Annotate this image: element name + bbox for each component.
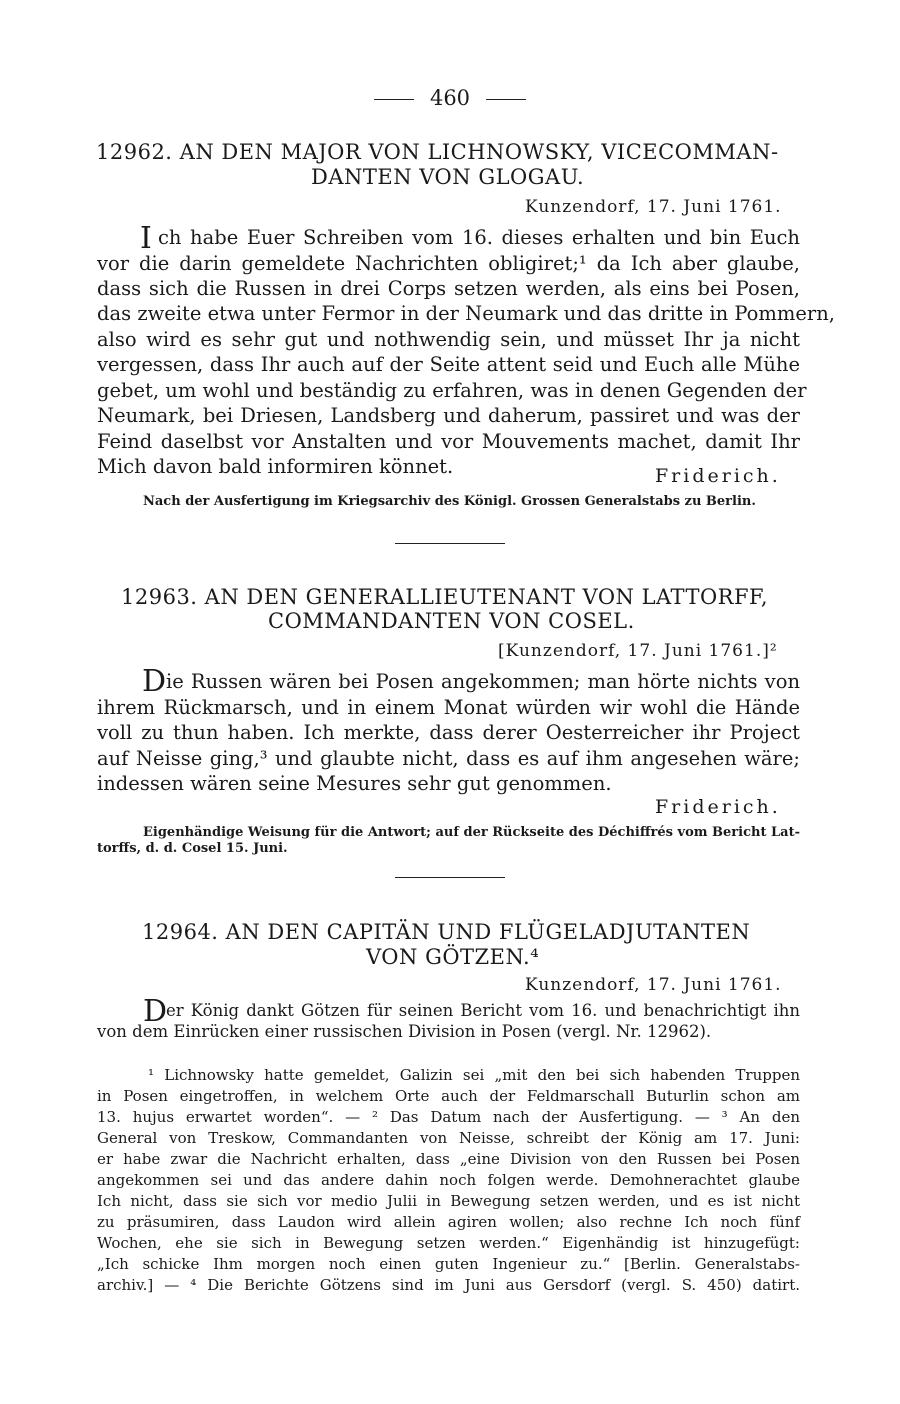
letter-12962-body-line: das zweite etwa unter Fermor in der Neumark und das dritte in Pommern, [97,302,835,325]
letter-12962-body-line: dass sich die Russen in drei Corps setzen werden, als eins bei Posen, [97,277,800,300]
letter-12962-heading-line2: DANTEN VON GLOGAU. [311,165,585,189]
letter-12963-place-date: [Kunzendorf, 17. Juni 1761.]² [498,641,778,661]
letter-12962-heading-line1: 12962. AN DEN MAJOR VON LICHNOWSKY, VICECOMMAN- [96,140,779,164]
footnote-line: 13. hujus erwartet worden“. — ² Das Datum nach der Ausfertigung. — ³ An den [97,1108,800,1126]
letter-12963-heading-line1: 12963. AN DEN GENERALLIEUTENANT VON LATTORFF, [121,585,769,609]
page-number-dash-left [374,99,414,100]
footnote-line: „Ich schicke Ihm morgen noch einen guten Ingenieur zu.“ [Berlin. Generalstabs- [97,1255,800,1273]
section-divider [395,877,505,878]
letter-12963-signature: Friderich. [655,796,781,818]
letter-12962-body-line: vergessen, dass Ihr auch auf der Seite attent seid und Euch alle Mühe [97,353,800,376]
letter-12963-body-line: indessen wären seine Mesures sehr gut genommen. [97,772,612,795]
letter-12963-source-note-line1: Eigenhändige Weisung für die Antwort; auf der Rückseite des Déchiffrés vom Bericht Lat- [143,825,800,840]
letter-12963-body-line: ie Russen wären bei Posen angekommen; man hörte nichts von [166,670,800,693]
letter-12963-body-line: auf Neisse ging,³ und glaubte nicht, dass es auf ihm angesehen wäre; [97,747,800,770]
page-number-dash-right [486,99,526,100]
letter-12962-signature: Friderich. [655,465,781,487]
footnote-line: General von Treskow, Commandanten von Neisse, schreibt der König am 17. Juni: [97,1129,800,1147]
letter-12964-heading-line2: VON GÖTZEN.⁴ [366,945,540,969]
section-divider [395,543,505,544]
letter-12962-place-date: Kunzendorf, 17. Juni 1761. [525,197,782,217]
letter-12962-drop-cap: I [140,221,152,256]
footnote-line: Ich nicht, dass sie sich vor medio Julii in Bewegung setzen werden, und es ist nicht [97,1192,800,1210]
footnote-line: in Posen eingetroffen, in welchem Orte auch der Feldmarschall Buturlin schon am [97,1087,800,1105]
letter-12962-body-line: Mich davon bald informiren könnet. [97,455,454,478]
page-number-text: 460 [429,86,471,110]
letter-12964-body-line: von dem Einrücken einer russischen Division in Posen (vergl. Nr. 12962). [97,1022,712,1041]
footnote-line: Wochen, ehe sie sich in Bewegung setzen werden.“ Eigenhändig ist hinzugefügt: [97,1234,800,1252]
letter-12962-body-line: Neumark, bei Driesen, Landsberg und daherum, passiret und was der [97,404,800,427]
footnote-line: er habe zwar die Nachricht erhalten, dass „eine Division von den Russen bei Posen [97,1150,800,1168]
letter-12962-body-line: also wird es sehr gut und nothwendig sein, und müsset Ihr ja nicht [97,328,800,351]
letter-12964-place-date: Kunzendorf, 17. Juni 1761. [525,975,782,995]
letter-12963-body-line: ihrem Rückmarsch, und in einem Monat würden wir wohl die Hände [97,696,800,719]
letter-12963-body-line: voll zu thun haben. Ich merkte, dass derer Oesterreicher ihr Project [97,721,800,744]
letter-12964-heading-line1: 12964. AN DEN CAPITÄN UND FLÜGELADJUTANTEN [142,920,751,944]
footnote-line: archiv.] — ⁴ Die Berichte Götzens sind im Juni aus Gersdorf (vergl. S. 450) datirt. [97,1276,800,1294]
page-number [0,86,900,110]
letter-12964-body-line: er König dankt Götzen für seinen Bericht vom 16. und benachrichtigt ihn [166,1001,800,1020]
footnote-line: angekommen sei und das andere dahin noch folgen werde. Demohnerachtet glaube [97,1171,800,1189]
letter-12963-heading-line2: COMMANDANTEN VON COSEL. [268,609,635,633]
footnote-line: zu präsumiren, dass Laudon wird allein agiren wollen; also rechne Ich noch fünf [97,1213,800,1231]
letter-12962-body-line: Feind daselbst vor Anstalten und vor Mouvements machet, damit Ihr [97,430,800,453]
letter-12962-source-note: Nach der Ausfertigung im Kriegsarchiv des Königl. Grossen Generalstabs zu Berlin. [143,494,756,509]
letter-12962-body-line: vor die darin gemeldete Nachrichten obligiret;¹ da Ich aber glaube, [97,252,800,275]
letter-12963-source-note-line2: torffs, d. d. Cosel 15. Juni. [97,841,288,856]
letter-12962-body-line: gebet, um wohl und beständig zu erfahren, was in denen Gegenden der [97,379,807,402]
letter-12964-drop-cap: D [143,994,168,1029]
letter-12963-drop-cap: D [142,664,167,699]
footnote-line: ¹ Lichnowsky hatte gemeldet, Galizin sei „mit den bei sich habenden Truppen [148,1066,800,1084]
letter-12962-body-line: ch habe Euer Schreiben vom 16. dieses erhalten und bin Euch [158,226,800,249]
